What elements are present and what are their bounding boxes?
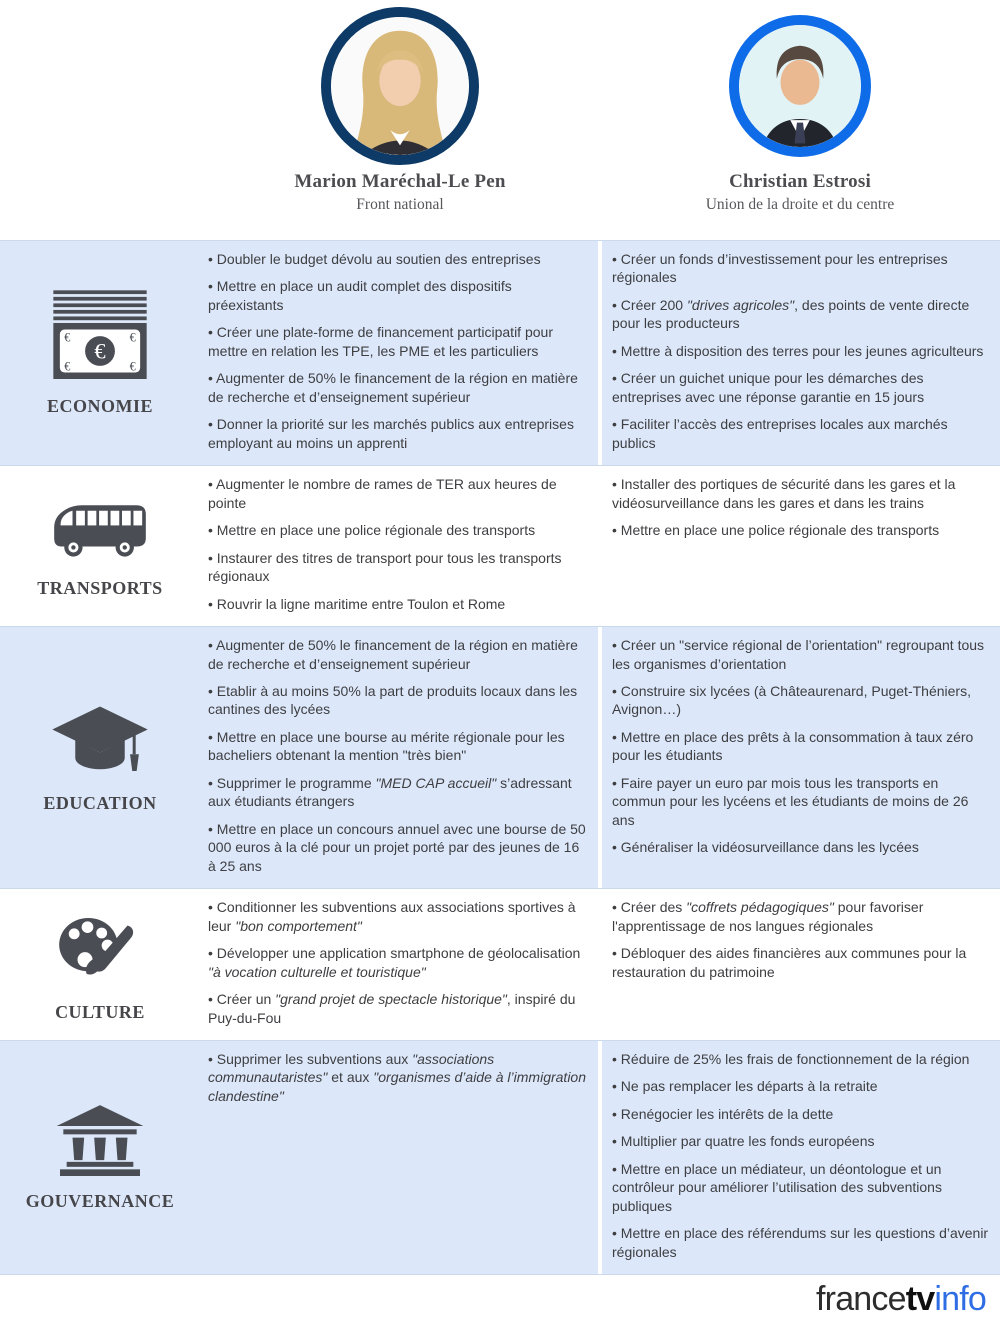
category-label: CULTURE [55, 1002, 145, 1023]
person-avatar-icon [331, 17, 469, 155]
category-label: TRANSPORTS [37, 577, 163, 598]
category-cell [0, 241, 200, 465]
proposal-item: • Mettre en place une bourse au mérite régionale pour les bacheliers obtenant la mention "très bien" [208, 728, 588, 765]
svg-text:€: € [94, 338, 106, 364]
comparison-table [0, 240, 1000, 1275]
category-row [0, 889, 1000, 1040]
candidate-photo [321, 7, 479, 165]
proposal-item: • Créer un fonds d’investissement pour les entreprises régionales [612, 250, 992, 287]
candidate-name: Marion Maréchal-Le Pen [294, 171, 506, 192]
proposal-item: • Supprimer le programme "MED CAP accueil" s’adressant aux étudiants étrangers [208, 774, 588, 811]
candidate-left [200, 0, 600, 240]
candidate-party: Union de la droite et du centre [705, 195, 895, 213]
category-label: ECONOMIE [46, 395, 153, 416]
category-cell [0, 627, 200, 888]
candidate-photo [729, 15, 871, 157]
category-row [0, 1040, 1000, 1275]
category-cell [0, 1041, 200, 1274]
logo-france: france [816, 1279, 906, 1318]
candidate-name: Christian Estrosi [729, 171, 871, 192]
proposal-item: • Mettre en place des prêts à la consommation à taux zéro pour les étudiants [612, 728, 992, 765]
proposal-item: • Mettre en place une police régionale des transports [208, 521, 588, 539]
proposals-left [200, 1041, 598, 1274]
proposal-item: • Mettre à disposition des terres pour les jeunes agriculteurs [612, 342, 992, 360]
proposal-item: • Donner la priorité sur les marchés publics aux entreprises employant au moins un apprenti [208, 415, 588, 452]
category-row [0, 240, 1000, 466]
proposals-right [602, 627, 1000, 888]
proposal-item: • Développer une application smartphone de géolocalisation "à vocation culturelle et touristique" [208, 944, 588, 981]
proposal-item: • Instaurer des titres de transport pour tous les transports régionaux [208, 549, 588, 586]
category-cell [0, 466, 200, 626]
proposal-item: • Créer un guichet unique pour les démarches des entreprises avec une réponse garantie en 15 jours [612, 369, 992, 406]
proposals-right [602, 1041, 1000, 1274]
proposals-left [200, 889, 598, 1040]
proposal-item: • Créer 200 "drives agricoles", des points de vente directe pour les producteurs [612, 296, 992, 333]
euro-banknotes-icon [44, 290, 156, 384]
proposal-item: • Ne pas remplacer les départs à la retraite [612, 1077, 992, 1095]
proposal-item: • Rouvrir la ligne maritime entre Toulon et Rome [208, 595, 588, 613]
proposal-item: • Augmenter de 50% le financement de la région en matière de recherche et d’enseignement supérieur [208, 369, 588, 406]
proposal-item: • Faciliter l’accès des entreprises locales aux marchés publics [612, 415, 992, 452]
category-label: EDUCATION [43, 793, 157, 814]
svg-text:€: € [64, 330, 71, 345]
proposal-item: • Mettre en place un médiateur, un déontologue et un contrôleur pour améliorer l’utilisation des subventions publiques [612, 1160, 992, 1215]
proposal-item: • Mettre en place un concours annuel avec une bourse de 50 000 euros à la clé pour un projet porté par des jeunes de 16 à 25 ans [208, 820, 588, 875]
proposal-item: • Multiplier par quatre les fonds européens [612, 1132, 992, 1150]
proposal-item: • Mettre en place un audit complet des dispositifs préexistants [208, 277, 588, 314]
proposal-item: • Augmenter le nombre de rames de TER aux heures de pointe [208, 475, 588, 512]
logo-info: info [934, 1279, 986, 1318]
category-cell [0, 889, 200, 1040]
proposals-right [602, 241, 1000, 465]
proposals-right [602, 889, 1000, 1040]
proposal-item: • Faire payer un euro par mois tous les transports en commun pour les lycéens et les étudiants de moins de 26 ans [612, 774, 992, 829]
candidate-party: Front national [356, 195, 444, 213]
proposal-item: • Créer un "service régional de l’orientation" regroupant tous les organismes d’orientation [612, 636, 992, 673]
proposal-item: • Mettre en place une police régionale des transports [612, 521, 992, 539]
government-building-icon [50, 1103, 150, 1179]
proposal-item: • Généraliser la vidéosurveillance dans les lycées [612, 838, 992, 856]
proposal-item: • Supprimer les subventions aux "associations communautaristes" et aux "organismes d’aide à l’immigration clandestine" [208, 1050, 588, 1105]
proposals-left [200, 241, 598, 465]
category-label: GOUVERNANCE [25, 1191, 175, 1212]
category-row [0, 466, 1000, 626]
proposal-item: • Renégocier les intérêts de la dette [612, 1105, 992, 1123]
proposal-item: • Créer un "grand projet de spectacle historique", inspiré du Puy-du-Fou [208, 990, 588, 1027]
graduation-cap-icon [47, 701, 153, 781]
proposal-item: • Créer une plate-forme de financement participatif pour mettre en relation les TPE, les PME et les particuliers [208, 323, 588, 360]
francetvinfo-logo [816, 1279, 986, 1318]
proposal-item: • Etablir à au moins 50% la part de produits locaux dans les cantines des lycées [208, 682, 588, 719]
svg-text:€: € [129, 330, 136, 345]
candidate-photo-frame [600, 0, 1000, 172]
proposal-item: • Construire six lycées (à Châteaurenard, Puget-Théniers, Avignon…) [612, 682, 992, 719]
proposal-item: • Installer des portiques de sécurité dans les gares et la vidéosurveillance dans les gares et dans les trains [612, 475, 992, 512]
proposals-right [602, 466, 1000, 626]
bus-icon [45, 494, 155, 566]
footer [0, 1275, 1000, 1322]
proposal-item: • Augmenter de 50% le financement de la région en matière de recherche et d’enseignement supérieur [208, 636, 588, 673]
category-row [0, 626, 1000, 889]
candidate-photo-frame [200, 0, 600, 172]
proposal-item: • Doubler le budget dévolu au soutien des entreprises [208, 250, 588, 268]
proposal-item: • Conditionner les subventions aux associations sportives à leur "bon comportement" [208, 898, 588, 935]
person-avatar-icon [739, 25, 861, 147]
candidate-right [600, 0, 1000, 240]
paint-palette-icon [50, 906, 150, 990]
proposals-left [200, 627, 598, 888]
proposals-left [200, 466, 598, 626]
svg-text:€: € [64, 359, 71, 374]
proposal-item: • Débloquer des aides financières aux communes pour la restauration du patrimoine [612, 944, 992, 981]
proposal-item: • Réduire de 25% les frais de fonctionnement de la région [612, 1050, 992, 1068]
logo-tv: tv [905, 1279, 935, 1318]
svg-text:€: € [129, 359, 136, 374]
candidates-header [0, 0, 1000, 240]
proposal-item: • Mettre en place des référendums sur les questions d’avenir régionales [612, 1224, 992, 1261]
proposal-item: • Créer des "coffrets pédagogiques" pour favoriser l'apprentissage de nos langues régionales [612, 898, 992, 935]
